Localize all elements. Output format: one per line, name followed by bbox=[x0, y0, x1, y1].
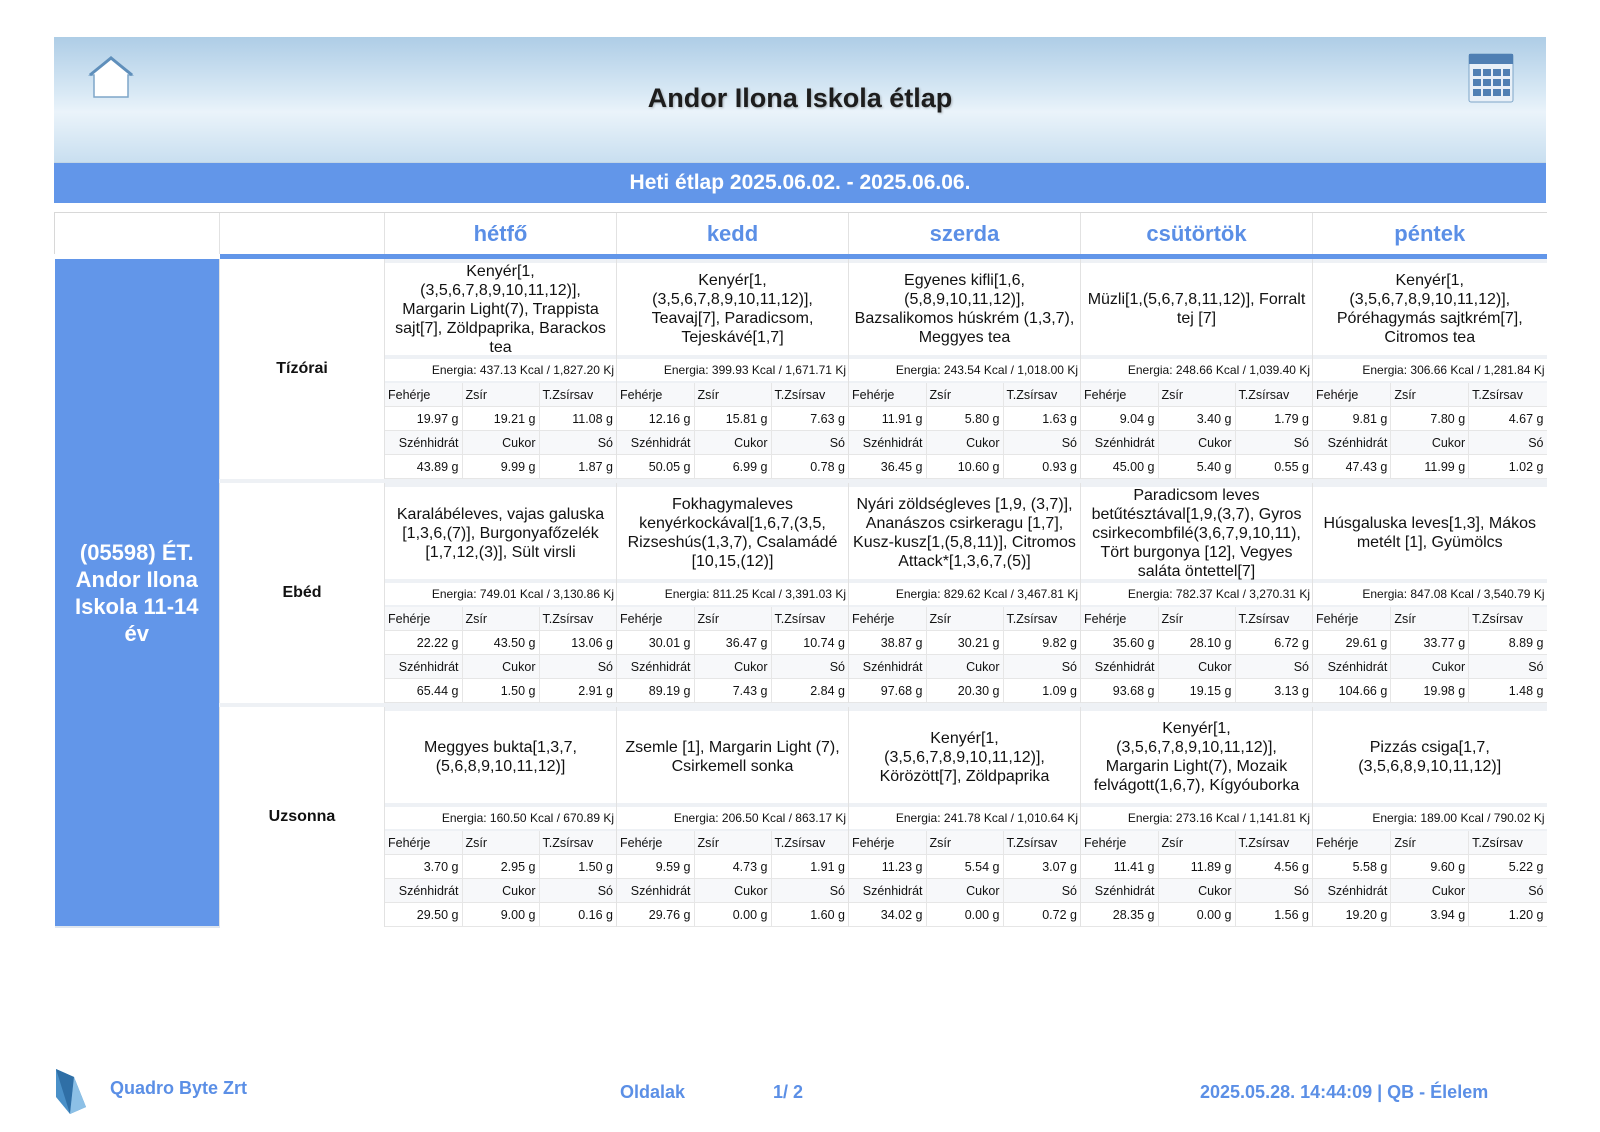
meal-name: Ebéd bbox=[220, 481, 385, 705]
saturated-fat-value: 5.22 g bbox=[1469, 855, 1547, 879]
energy-value: Energia: 399.93 Kcal / 1,671.71 Kj bbox=[617, 359, 848, 383]
day-header-friday: péntek bbox=[1313, 213, 1547, 257]
saturated-fat-value: 4.56 g bbox=[1235, 855, 1312, 879]
saturated-fat-value: 3.07 g bbox=[1003, 855, 1080, 879]
nutrition-table bbox=[385, 607, 616, 703]
fat-value: 3.40 g bbox=[1158, 407, 1235, 431]
protein-value: 11.91 g bbox=[849, 407, 926, 431]
sugar-value: 19.98 g bbox=[1391, 679, 1469, 703]
menu-cell-friday bbox=[1313, 257, 1547, 482]
footer-pages-label: Oldalak bbox=[620, 1082, 686, 1102]
energy-value: Energia: 241.78 Kcal / 1,010.64 Kj bbox=[849, 807, 1080, 831]
sugar-label: Cukor bbox=[926, 879, 1003, 903]
saturated-fat-value: 8.89 g bbox=[1469, 631, 1547, 655]
energy-value: Energia: 206.50 Kcal / 863.17 Kj bbox=[617, 807, 848, 831]
sugar-value: 9.99 g bbox=[462, 455, 539, 479]
carbohydrate-value: 89.19 g bbox=[617, 679, 694, 703]
fat-label: Zsír bbox=[926, 831, 1003, 855]
food-description: Meggyes bukta[1,3,7, (5,6,8,9,10,11,12)] bbox=[385, 707, 616, 807]
protein-label: Fehérje bbox=[1081, 607, 1158, 631]
salt-value: 1.56 g bbox=[1235, 903, 1312, 927]
protein-label: Fehérje bbox=[1313, 383, 1391, 407]
carbohydrate-label: Szénhidrát bbox=[385, 655, 462, 679]
meal-header-cell bbox=[220, 213, 385, 257]
fat-value: 9.60 g bbox=[1391, 855, 1469, 879]
protein-value: 35.60 g bbox=[1081, 631, 1158, 655]
carbohydrate-value: 47.43 g bbox=[1313, 455, 1391, 479]
menu-cell-thursday bbox=[1081, 481, 1313, 705]
protein-label: Fehérje bbox=[617, 383, 694, 407]
food-description: Húsgaluska leves[1,3], Mákos metélt [1], Gyümölcs bbox=[1313, 483, 1547, 583]
fat-value: 15.81 g bbox=[694, 407, 771, 431]
fat-value: 43.50 g bbox=[462, 631, 539, 655]
protein-value: 3.70 g bbox=[385, 855, 462, 879]
salt-label: Só bbox=[1235, 879, 1312, 903]
sugar-label: Cukor bbox=[694, 879, 771, 903]
salt-value: 1.87 g bbox=[539, 455, 616, 479]
meal-row bbox=[55, 481, 1547, 705]
salt-value: 1.09 g bbox=[1003, 679, 1080, 703]
sugar-label: Cukor bbox=[926, 431, 1003, 455]
menu-cell-friday bbox=[1313, 705, 1547, 927]
food-description: Kenyér[1, (3,5,6,7,8,9,10,11,12)], Margarin Light(7), Mozaik felvágott(1,6,7), Kígyóuborka bbox=[1081, 707, 1312, 807]
salt-label: Só bbox=[771, 655, 848, 679]
menu-cell-monday bbox=[385, 481, 617, 705]
nutrition-table bbox=[849, 831, 1080, 927]
carbohydrate-label: Szénhidrát bbox=[385, 431, 462, 455]
fat-value: 7.80 g bbox=[1391, 407, 1469, 431]
sugar-label: Cukor bbox=[462, 655, 539, 679]
food-description: Nyári zöldségleves [1,9, (3,7)], Ananászos csirkeragu [1,7], Kusz-kusz[1,(5,8,11)], Citromos Attack*[1,3,6,7,(5)] bbox=[849, 483, 1080, 583]
fat-label: Zsír bbox=[462, 383, 539, 407]
carbohydrate-label: Szénhidrát bbox=[849, 879, 926, 903]
meal-name: Tízórai bbox=[220, 257, 385, 482]
carbohydrate-value: 29.50 g bbox=[385, 903, 462, 927]
sugar-label: Cukor bbox=[926, 655, 1003, 679]
protein-value: 19.97 g bbox=[385, 407, 462, 431]
carbohydrate-value: 34.02 g bbox=[849, 903, 926, 927]
protein-value: 9.59 g bbox=[617, 855, 694, 879]
carbohydrate-label: Szénhidrát bbox=[849, 655, 926, 679]
carbohydrate-value: 93.68 g bbox=[1081, 679, 1158, 703]
carbohydrate-value: 97.68 g bbox=[849, 679, 926, 703]
energy-value: Energia: 273.16 Kcal / 1,141.81 Kj bbox=[1081, 807, 1312, 831]
salt-value: 1.20 g bbox=[1469, 903, 1547, 927]
fat-label: Zsír bbox=[462, 607, 539, 631]
fat-label: Zsír bbox=[694, 383, 771, 407]
protein-value: 30.01 g bbox=[617, 631, 694, 655]
protein-label: Fehérje bbox=[617, 831, 694, 855]
energy-value: Energia: 811.25 Kcal / 3,391.03 Kj bbox=[617, 583, 848, 607]
saturated-fat-label: T.Zsírsav bbox=[539, 383, 616, 407]
protein-value: 11.23 g bbox=[849, 855, 926, 879]
nutrition-table bbox=[617, 607, 848, 703]
sugar-value: 0.00 g bbox=[926, 903, 1003, 927]
food-description: Kenyér[1, (3,5,6,7,8,9,10,11,12)], Körözött[7], Zöldpaprika bbox=[849, 707, 1080, 807]
carbohydrate-label: Szénhidrát bbox=[617, 655, 694, 679]
carbohydrate-label: Szénhidrát bbox=[849, 431, 926, 455]
protein-value: 5.58 g bbox=[1313, 855, 1391, 879]
fat-value: 4.73 g bbox=[694, 855, 771, 879]
school-name: (05598) ÉT. Andor Ilona Iskola 11-14 év bbox=[55, 257, 220, 928]
carbohydrate-value: 43.89 g bbox=[385, 455, 462, 479]
saturated-fat-label: T.Zsírsav bbox=[1235, 607, 1312, 631]
sugar-label: Cukor bbox=[462, 431, 539, 455]
logo-icon bbox=[54, 1067, 88, 1115]
energy-value: Energia: 306.66 Kcal / 1,281.84 Kj bbox=[1313, 359, 1547, 383]
salt-label: Só bbox=[771, 879, 848, 903]
menu-cell-thursday bbox=[1081, 257, 1313, 482]
saturated-fat-label: T.Zsírsav bbox=[1469, 607, 1547, 631]
salt-value: 1.02 g bbox=[1469, 455, 1547, 479]
meal-name: Uzsonna bbox=[220, 705, 385, 927]
sugar-value: 10.60 g bbox=[926, 455, 1003, 479]
sugar-value: 6.99 g bbox=[694, 455, 771, 479]
fat-label: Zsír bbox=[926, 383, 1003, 407]
week-range-banner: Heti étlap 2025.06.02. - 2025.06.06. bbox=[54, 163, 1546, 203]
salt-value: 0.78 g bbox=[771, 455, 848, 479]
protein-label: Fehérje bbox=[1313, 607, 1391, 631]
food-description: Kenyér[1, (3,5,6,7,8,9,10,11,12)], Margarin Light(7), Trappista sajt[7], Zöldpaprika, Barackos tea bbox=[385, 259, 616, 359]
carbohydrate-value: 36.45 g bbox=[849, 455, 926, 479]
fat-label: Zsír bbox=[694, 831, 771, 855]
saturated-fat-label: T.Zsírsav bbox=[1003, 831, 1080, 855]
carbohydrate-value: 50.05 g bbox=[617, 455, 694, 479]
sugar-label: Cukor bbox=[694, 655, 771, 679]
salt-label: Só bbox=[539, 431, 616, 455]
protein-label: Fehérje bbox=[849, 607, 926, 631]
saturated-fat-label: T.Zsírsav bbox=[539, 831, 616, 855]
salt-label: Só bbox=[1469, 879, 1547, 903]
nutrition-table bbox=[385, 383, 616, 479]
food-description: Pizzás csiga[1,7, (3,5,6,8,9,10,11,12)] bbox=[1313, 707, 1547, 807]
calendar-icon[interactable] bbox=[1468, 53, 1514, 103]
menu-cell-monday bbox=[385, 257, 617, 482]
menu-cell-monday bbox=[385, 705, 617, 927]
saturated-fat-value: 1.50 g bbox=[539, 855, 616, 879]
saturated-fat-value: 11.08 g bbox=[539, 407, 616, 431]
food-description: Kenyér[1, (3,5,6,7,8,9,10,11,12)], Teavaj[7], Paradicsom, Tejeskávé[1,7] bbox=[617, 259, 848, 359]
salt-value: 2.84 g bbox=[771, 679, 848, 703]
saturated-fat-label: T.Zsírsav bbox=[1235, 383, 1312, 407]
salt-label: Só bbox=[1235, 431, 1312, 455]
day-header-row bbox=[55, 213, 1547, 257]
energy-value: Energia: 437.13 Kcal / 1,827.20 Kj bbox=[385, 359, 616, 383]
nutrition-table bbox=[1313, 831, 1547, 927]
footer-timestamp: 2025.05.28. 14:44:09 | QB - Élelem bbox=[1200, 1082, 1489, 1102]
salt-label: Só bbox=[1003, 431, 1080, 455]
sugar-label: Cukor bbox=[1391, 879, 1469, 903]
day-header-thursday: csütörtök bbox=[1081, 213, 1313, 257]
fat-label: Zsír bbox=[1391, 607, 1469, 631]
menu-body bbox=[55, 257, 1547, 928]
carbohydrate-label: Szénhidrát bbox=[617, 879, 694, 903]
fat-value: 11.89 g bbox=[1158, 855, 1235, 879]
day-header-monday: hétfő bbox=[385, 213, 617, 257]
salt-label: Só bbox=[1469, 655, 1547, 679]
menu-cell-wednesday bbox=[849, 481, 1081, 705]
fat-label: Zsír bbox=[1158, 383, 1235, 407]
sugar-value: 5.40 g bbox=[1158, 455, 1235, 479]
food-description: Egyenes kifli[1,6, (5,8,9,10,11,12)], Bazsalikomos húskrém (1,3,7), Meggyes tea bbox=[849, 259, 1080, 359]
nutrition-table bbox=[1081, 607, 1312, 703]
energy-value: Energia: 160.50 Kcal / 670.89 Kj bbox=[385, 807, 616, 831]
sugar-label: Cukor bbox=[1391, 431, 1469, 455]
food-description: Kenyér[1, (3,5,6,7,8,9,10,11,12)], Póréhagymás sajtkrém[7], Citromos tea bbox=[1313, 259, 1547, 359]
sugar-label: Cukor bbox=[694, 431, 771, 455]
meal-row bbox=[55, 257, 1547, 482]
sugar-label: Cukor bbox=[462, 879, 539, 903]
saturated-fat-value: 1.63 g bbox=[1003, 407, 1080, 431]
salt-value: 2.91 g bbox=[539, 679, 616, 703]
saturated-fat-value: 1.79 g bbox=[1235, 407, 1312, 431]
fat-label: Zsír bbox=[926, 607, 1003, 631]
salt-label: Só bbox=[1235, 655, 1312, 679]
fat-value: 5.80 g bbox=[926, 407, 1003, 431]
saturated-fat-label: T.Zsírsav bbox=[1469, 383, 1547, 407]
carbohydrate-value: 65.44 g bbox=[385, 679, 462, 703]
fat-label: Zsír bbox=[462, 831, 539, 855]
page-header bbox=[54, 37, 1546, 163]
energy-value: Energia: 248.66 Kcal / 1,039.40 Kj bbox=[1081, 359, 1312, 383]
food-description: Paradicsom leves betűtésztával[1,9,(3,7), Gyros csirkecombfilé(3,6,7,9,10,11), Tört burgonya [12], Vegyes saláta öntettel[7] bbox=[1081, 483, 1312, 583]
sugar-value: 7.43 g bbox=[694, 679, 771, 703]
protein-value: 12.16 g bbox=[617, 407, 694, 431]
sugar-label: Cukor bbox=[1158, 879, 1235, 903]
fat-label: Zsír bbox=[694, 607, 771, 631]
protein-value: 9.81 g bbox=[1313, 407, 1391, 431]
fat-label: Zsír bbox=[1391, 831, 1469, 855]
salt-value: 0.72 g bbox=[1003, 903, 1080, 927]
fat-value: 19.21 g bbox=[462, 407, 539, 431]
protein-label: Fehérje bbox=[1081, 383, 1158, 407]
nutrition-table bbox=[1313, 383, 1547, 479]
saturated-fat-value: 6.72 g bbox=[1235, 631, 1312, 655]
protein-label: Fehérje bbox=[617, 607, 694, 631]
salt-value: 0.93 g bbox=[1003, 455, 1080, 479]
fat-value: 36.47 g bbox=[694, 631, 771, 655]
protein-label: Fehérje bbox=[1313, 831, 1391, 855]
sugar-value: 3.94 g bbox=[1391, 903, 1469, 927]
menu-cell-tuesday bbox=[617, 705, 849, 927]
food-description: Zsemle [1], Margarin Light (7), Csirkemell sonka bbox=[617, 707, 848, 807]
saturated-fat-value: 9.82 g bbox=[1003, 631, 1080, 655]
carbohydrate-value: 104.66 g bbox=[1313, 679, 1391, 703]
nutrition-table bbox=[617, 383, 848, 479]
page-title: Andor Ilona Iskola étlap bbox=[647, 83, 953, 113]
carbohydrate-label: Szénhidrát bbox=[1081, 655, 1158, 679]
protein-label: Fehérje bbox=[1081, 831, 1158, 855]
protein-label: Fehérje bbox=[849, 383, 926, 407]
salt-value: 3.13 g bbox=[1235, 679, 1312, 703]
salt-value: 0.16 g bbox=[539, 903, 616, 927]
sugar-label: Cukor bbox=[1391, 655, 1469, 679]
food-description: Karalábéleves, vajas galuska [1,3,6,(7)], Burgonyafőzelék [1,7,12,(3)], Sült virsli bbox=[385, 483, 616, 583]
salt-label: Só bbox=[771, 431, 848, 455]
protein-label: Fehérje bbox=[385, 383, 462, 407]
carbohydrate-value: 29.76 g bbox=[617, 903, 694, 927]
nutrition-table bbox=[1081, 831, 1312, 927]
food-description: Fokhagymaleves kenyérkockával[1,6,7,(3,5, Rizseshús(1,3,7), Csalamádé [10,15,(12)] bbox=[617, 483, 848, 583]
energy-value: Energia: 829.62 Kcal / 3,467.81 Kj bbox=[849, 583, 1080, 607]
nutrition-table bbox=[385, 831, 616, 927]
footer-page-number: 1/ 2 bbox=[773, 1082, 804, 1102]
energy-value: Energia: 749.01 Kcal / 3,130.86 Kj bbox=[385, 583, 616, 607]
fat-label: Zsír bbox=[1158, 831, 1235, 855]
fat-value: 30.21 g bbox=[926, 631, 1003, 655]
energy-value: Energia: 782.37 Kcal / 3,270.31 Kj bbox=[1081, 583, 1312, 607]
meal-row bbox=[55, 705, 1547, 927]
sugar-value: 9.00 g bbox=[462, 903, 539, 927]
fat-label: Zsír bbox=[1391, 383, 1469, 407]
protein-value: 11.41 g bbox=[1081, 855, 1158, 879]
protein-label: Fehérje bbox=[385, 831, 462, 855]
day-header-tuesday: kedd bbox=[617, 213, 849, 257]
saturated-fat-value: 1.91 g bbox=[771, 855, 848, 879]
carbohydrate-label: Szénhidrát bbox=[1081, 879, 1158, 903]
fat-value: 33.77 g bbox=[1391, 631, 1469, 655]
saturated-fat-label: T.Zsírsav bbox=[1235, 831, 1312, 855]
saturated-fat-value: 4.67 g bbox=[1469, 407, 1547, 431]
carbohydrate-label: Szénhidrát bbox=[385, 879, 462, 903]
salt-label: Só bbox=[1469, 431, 1547, 455]
saturated-fat-label: T.Zsírsav bbox=[1003, 607, 1080, 631]
nutrition-table bbox=[1313, 607, 1547, 703]
protein-value: 38.87 g bbox=[849, 631, 926, 655]
fat-value: 5.54 g bbox=[926, 855, 1003, 879]
carbohydrate-label: Szénhidrát bbox=[1313, 431, 1391, 455]
energy-value: Energia: 243.54 Kcal / 1,018.00 Kj bbox=[849, 359, 1080, 383]
carbohydrate-label: Szénhidrát bbox=[1313, 655, 1391, 679]
saturated-fat-label: T.Zsírsav bbox=[1469, 831, 1547, 855]
saturated-fat-label: T.Zsírsav bbox=[1003, 383, 1080, 407]
sugar-value: 19.15 g bbox=[1158, 679, 1235, 703]
energy-value: Energia: 847.08 Kcal / 3,540.79 Kj bbox=[1313, 583, 1547, 607]
menu-cell-friday bbox=[1313, 481, 1547, 705]
carbohydrate-label: Szénhidrát bbox=[1313, 879, 1391, 903]
carbohydrate-value: 28.35 g bbox=[1081, 903, 1158, 927]
nutrition-table bbox=[849, 383, 1080, 479]
salt-label: Só bbox=[539, 879, 616, 903]
sugar-label: Cukor bbox=[1158, 655, 1235, 679]
salt-label: Só bbox=[1003, 655, 1080, 679]
salt-label: Só bbox=[539, 655, 616, 679]
protein-value: 9.04 g bbox=[1081, 407, 1158, 431]
saturated-fat-label: T.Zsírsav bbox=[771, 383, 848, 407]
salt-value: 1.60 g bbox=[771, 903, 848, 927]
protein-value: 29.61 g bbox=[1313, 631, 1391, 655]
saturated-fat-value: 13.06 g bbox=[539, 631, 616, 655]
protein-label: Fehérje bbox=[849, 831, 926, 855]
menu-cell-wednesday bbox=[849, 257, 1081, 482]
corner-cell bbox=[55, 213, 220, 257]
food-description: Müzli[1,(5,6,7,8,11,12)], Forralt tej [7] bbox=[1081, 259, 1312, 359]
carbohydrate-value: 45.00 g bbox=[1081, 455, 1158, 479]
saturated-fat-value: 10.74 g bbox=[771, 631, 848, 655]
protein-label: Fehérje bbox=[385, 607, 462, 631]
fat-value: 28.10 g bbox=[1158, 631, 1235, 655]
sugar-value: 11.99 g bbox=[1391, 455, 1469, 479]
carbohydrate-label: Szénhidrát bbox=[1081, 431, 1158, 455]
carbohydrate-label: Szénhidrát bbox=[617, 431, 694, 455]
menu-cell-tuesday bbox=[617, 257, 849, 482]
protein-value: 22.22 g bbox=[385, 631, 462, 655]
energy-value: Energia: 189.00 Kcal / 790.02 Kj bbox=[1313, 807, 1547, 831]
saturated-fat-label: T.Zsírsav bbox=[539, 607, 616, 631]
salt-value: 0.55 g bbox=[1235, 455, 1312, 479]
sugar-value: 1.50 g bbox=[462, 679, 539, 703]
sugar-value: 20.30 g bbox=[926, 679, 1003, 703]
saturated-fat-label: T.Zsírsav bbox=[771, 831, 848, 855]
saturated-fat-value: 7.63 g bbox=[771, 407, 848, 431]
nutrition-table bbox=[617, 831, 848, 927]
sugar-value: 0.00 g bbox=[694, 903, 771, 927]
day-header-wednesday: szerda bbox=[849, 213, 1081, 257]
menu-cell-tuesday bbox=[617, 481, 849, 705]
nutrition-table bbox=[849, 607, 1080, 703]
nutrition-table bbox=[1081, 383, 1312, 479]
fat-value: 2.95 g bbox=[462, 855, 539, 879]
menu-table bbox=[54, 212, 1547, 928]
salt-label: Só bbox=[1003, 879, 1080, 903]
footer-company: Quadro Byte Zrt bbox=[110, 1078, 248, 1098]
saturated-fat-label: T.Zsírsav bbox=[771, 607, 848, 631]
menu-cell-wednesday bbox=[849, 705, 1081, 927]
salt-value: 1.48 g bbox=[1469, 679, 1547, 703]
menu-cell-thursday bbox=[1081, 705, 1313, 927]
carbohydrate-value: 19.20 g bbox=[1313, 903, 1391, 927]
fat-label: Zsír bbox=[1158, 607, 1235, 631]
sugar-value: 0.00 g bbox=[1158, 903, 1235, 927]
sugar-label: Cukor bbox=[1158, 431, 1235, 455]
